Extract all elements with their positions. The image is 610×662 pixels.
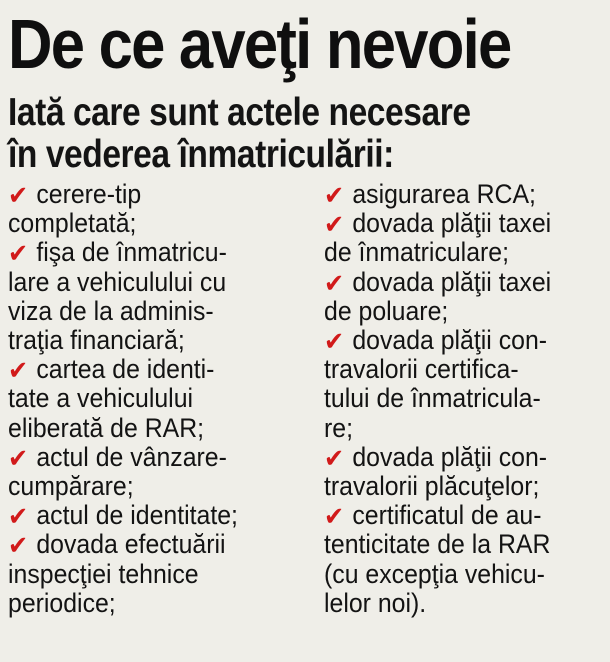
list-item-line [8, 297, 284, 326]
list-item [324, 443, 606, 501]
list-item [324, 501, 606, 618]
list-item-line [8, 560, 284, 589]
list-item [324, 268, 606, 326]
list-item-line [324, 297, 583, 326]
checkmark-icon: ✔ [8, 181, 29, 211]
list-item-line [8, 354, 284, 387]
list-item-line [324, 384, 583, 413]
checkmark-icon: ✔ [324, 443, 345, 474]
list-item-line [324, 414, 583, 443]
list-item-text: cerere-tip [36, 179, 142, 209]
list-item-line [324, 472, 583, 501]
list-item [324, 326, 606, 443]
checkmark-icon: ✔ [324, 210, 345, 241]
list-item [8, 500, 308, 533]
checkmark-icon: ✔ [8, 502, 29, 533]
checkmark-icon: ✔ [324, 268, 345, 299]
list-item-line [8, 326, 284, 355]
checkmark-icon: ✔ [8, 356, 29, 387]
subheadline-line-2: în vederea înmatriculării: [8, 133, 394, 176]
checkmark-icon: ✔ [324, 502, 345, 533]
checkmark-icon: ✔ [324, 181, 345, 211]
list-item-text: eliberată de RAR; [8, 412, 205, 443]
list-item-line [324, 238, 583, 267]
list-item-text: viza de la adminis- [8, 295, 214, 326]
list-item-text: certificatul de au- [352, 500, 542, 531]
list-item-line [8, 180, 284, 209]
list-item-text: actul de vânzare- [36, 441, 227, 472]
list-item-text: de înmatriculare; [324, 237, 510, 268]
list-item-line [324, 355, 583, 384]
checkmark-icon: ✔ [8, 531, 29, 562]
list-item [8, 443, 308, 501]
list-item-text: tenticitate de la RAR [324, 529, 551, 560]
subheadline-line-1: Iată care sunt actele necesare [8, 91, 471, 134]
list-item [324, 209, 606, 267]
list-item-line [8, 443, 284, 472]
list-item-line [324, 325, 583, 358]
checkmark-icon: ✔ [8, 443, 29, 474]
list-item-line [8, 529, 284, 562]
list-item-text: traţia financiară; [8, 325, 185, 356]
list-item-line [8, 500, 284, 533]
list-item-text: actul de identitate; [36, 500, 238, 531]
list-item-text: dovada plăţii taxei [352, 208, 552, 239]
list-item-text: re; [324, 412, 353, 443]
list-item-text: lare a vehiculului cu [8, 266, 227, 297]
list-item-text: travalorii plăcuţelor; [324, 471, 540, 502]
list-item-line [8, 237, 284, 270]
list-item-line [324, 208, 583, 241]
list-item-line [324, 180, 583, 209]
list-item-text: cumpărare; [8, 471, 134, 502]
list-item-text: inspecţiei tehnice [8, 558, 199, 589]
list-item-text: completată; [8, 208, 137, 239]
list-item-line [324, 500, 583, 533]
list-item [324, 180, 606, 209]
list-item [8, 180, 308, 238]
list-item-line [324, 560, 583, 589]
list-item-line [8, 472, 284, 501]
list-item [8, 530, 308, 618]
list-item-text: dovada plăţii con- [352, 325, 548, 356]
list-item-line [8, 589, 284, 618]
list-item-text: fişa de înmatricu- [36, 237, 227, 268]
list-item-text: asigurarea RCA; [352, 179, 536, 209]
list-item-line [8, 384, 284, 413]
list-item-text: lelor noi). [324, 587, 427, 618]
list-item-line [324, 268, 583, 297]
list-item-text: dovada efectuării [36, 529, 226, 560]
left-column-list [8, 180, 308, 618]
checkmark-icon: ✔ [324, 327, 345, 358]
list-item-line [8, 209, 284, 238]
list-item-text: travalorii certifica- [324, 354, 519, 385]
list-item [8, 238, 308, 355]
list-item [8, 355, 308, 443]
right-column-list [324, 180, 606, 618]
subheadline [8, 92, 471, 176]
list-item-text: tului de înmatricula- [324, 383, 541, 414]
list-item-line [324, 530, 583, 559]
checkmark-icon: ✔ [8, 239, 29, 270]
list-item-line [324, 443, 583, 472]
list-item-text: de poluare; [324, 295, 449, 326]
list-item-line [324, 589, 583, 618]
headline: De ce aveţi nevoie [8, 5, 511, 83]
list-item-line [8, 268, 284, 297]
list-item-line [8, 414, 284, 443]
list-item-text: (cu excepţia vehicu- [324, 558, 545, 589]
list-item-text: dovada plăţii con- [352, 441, 548, 472]
list-item-text: tate a vehiculului [8, 383, 194, 414]
list-item-text: dovada plăţii taxei [352, 266, 552, 297]
list-item-text: periodice; [8, 587, 116, 618]
list-item-text: cartea de identi- [36, 354, 215, 385]
